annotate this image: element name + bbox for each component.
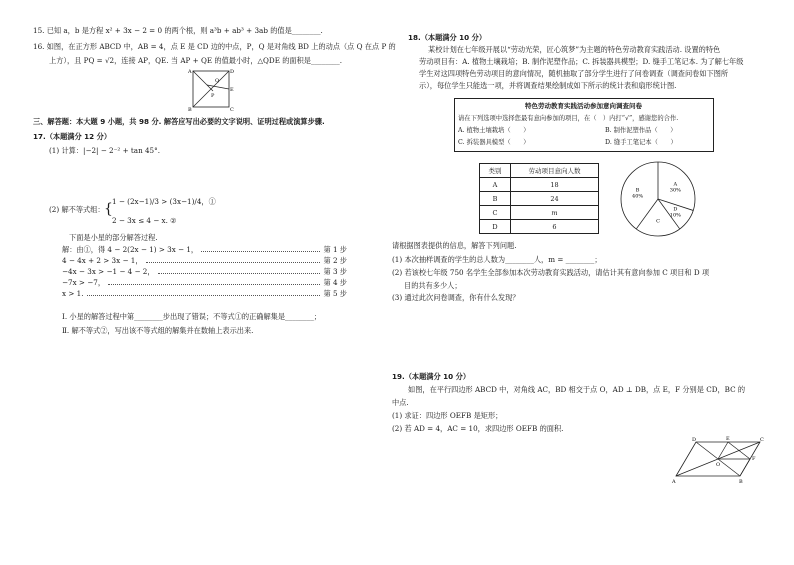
question-15: 15. 已知 a，b 是方程 x² + 3x − 2 = 0 的两个根，则 a³b + ab³ + 3ab 的值是________. <box>33 26 323 35</box>
step-row: x > 1. 第 5 步 <box>62 289 347 298</box>
q18-para-line1: 某校计划在七年级开展以“劳动光荣，匠心筑梦”为主题的特色劳动教育实践活动. 设置的特色 <box>428 45 721 54</box>
survey-intro: 请在下列选项中选择您最有意向参加的项目，在（ ）内打“√”，感谢您的合作. <box>458 115 679 122</box>
q18-para-line3: 学生对这四项特色劳动项目的意向情况，随机抽取了部分学生进行了问卷调查（调查问卷如下图所 <box>419 69 729 78</box>
pie-label-A: 30% <box>669 187 681 194</box>
question-16-line1: 16. 如图，在正方形 ABCD 中，AB = 4，点 E 是 CD 边的中点，P，Q 是对角线 BD 上的动点（点 Q 在点 P 的 <box>33 42 396 51</box>
table-row: D 6 <box>480 220 599 234</box>
q18-part2-line1: (2) 若该校七年级 750 名学生全部参加本次劳动教育实践活动，请估计其有意向参加 C 项目和 D 项 <box>392 268 710 277</box>
step-row: −7x > −7， 第 4 步 <box>62 278 347 287</box>
pie-label-B: B <box>635 187 640 194</box>
question-17-I: Ⅰ. 小星的解答过程中第________步出现了错误；不等式①的正确解集是________； <box>62 312 321 321</box>
question-18-title: 18.（本题满分 10 分） <box>408 33 487 42</box>
label-e: E <box>230 87 234 93</box>
step-row: 解：由①，得 4 − 2(2x − 1) > 3x − 1， 第 1 步 <box>62 245 347 254</box>
pie-chart <box>618 159 698 239</box>
label-d: D <box>692 437 697 443</box>
pie-label-D: 10% <box>669 212 681 219</box>
label-a: A <box>672 479 676 484</box>
q18-part2-line2: 目的共有多少人； <box>404 281 462 290</box>
section-3-heading: 三、解答题：本大题 9 小题，共 98 分. 解答应写出必要的文字说明、证明过程或演算步骤. <box>33 117 325 126</box>
q19-part2: (2) 若 AD = 4，AC = 10，求四边形 OEFB 的面积. <box>392 424 564 433</box>
table-header-cell: 类别 <box>480 164 511 178</box>
q18-para-line2: 劳动项目有：A. 植物土壤栽培；B. 制作泥塑作品；C. 拆装器具模型；D. 缝手工笔记本. 为了解七年级 <box>419 57 744 66</box>
label-q: Q <box>215 78 220 84</box>
inequality-1: 1 − (2x−1)/3 > (3x−1)/4，① <box>112 197 216 206</box>
question-16-line2: 上方），且 PQ = √2，连接 AP，QE. 当 AP + QE 的值最小时，△QDE 的面积是________. <box>49 56 343 65</box>
survey-option-d: D. 缝手工笔记本（ ） <box>605 139 677 146</box>
question-17-title: 17.（本题满分 12 分） <box>33 132 112 141</box>
survey-option-a: A. 植物土壤栽培（ ） <box>458 127 530 134</box>
label-d: D <box>230 69 235 75</box>
label-f: F <box>752 456 756 462</box>
question-17-II: Ⅱ. 解不等式②，写出该不等式组的解集并在数轴上表示出来. <box>62 326 254 335</box>
table-row: A 18 <box>480 178 599 192</box>
stats-table <box>479 163 599 234</box>
pie-label-B: 40% <box>632 193 644 200</box>
q19-para-line2: 中点. <box>392 398 409 407</box>
square-abcd-figure <box>183 67 239 113</box>
question-19-title: 19.（本题满分 10 分） <box>392 372 471 381</box>
table-row: B 24 <box>480 192 599 206</box>
label-c: C <box>760 437 764 443</box>
label-p: P <box>211 93 215 99</box>
question-17-part2-prefix: (2) 解不等式组： <box>49 205 105 214</box>
solution-steps <box>62 244 347 299</box>
question-17-part1: (1) 计算：|−2| − 2⁻² + tan 45°. <box>49 146 161 155</box>
inequality-2: 2 − 3x ≤ 4 − x. ② <box>112 216 177 225</box>
q19-para-line1: 如图，在平行四边形 ABCD 中，对角线 AC，BD 相交于点 O，AD ⊥ DB，点 E，F 分别是 CD，BC 的 <box>408 385 746 394</box>
solution-intro: 下面是小星的部分解答过程. <box>69 233 158 242</box>
label-o: O <box>716 462 721 468</box>
q18-para-line4: 示），每位学生只能选一项，并将调查结果绘制成如下所示的统计表和扇形统计图. <box>419 81 677 90</box>
pie-label-C: C <box>656 218 660 225</box>
q19-part1: (1) 求证：四边形 OEFB 是矩形； <box>392 411 503 420</box>
brace: { <box>104 201 113 217</box>
label-e: E <box>726 436 730 442</box>
step-row: 4 − 4x + 2 > 3x − 1， 第 2 步 <box>62 256 347 265</box>
label-c: C <box>230 107 234 113</box>
survey-title: 特色劳动教育实践活动参加意向调查问卷 <box>525 102 642 110</box>
label-a: A <box>188 69 192 75</box>
pie-label-A: A <box>673 181 678 188</box>
survey-box <box>454 98 714 152</box>
survey-option-c: C. 拆装器具模型（ ） <box>458 139 530 146</box>
table-header-row <box>480 164 599 178</box>
table-header-cell: 劳动项目意向人数 <box>511 164 599 178</box>
step-row: −4x − 3x > −1 − 4 − 2， 第 3 步 <box>62 267 347 276</box>
label-b: B <box>188 107 192 113</box>
parallelogram-abcd-figure <box>668 432 768 484</box>
label-b: B <box>739 479 743 484</box>
q18-ask: 请根据图表提供的信息，解答下列问题. <box>392 241 517 250</box>
q18-part1: (1) 本次抽样调查的学生的总人数为________人，m = ________； <box>392 255 602 264</box>
survey-option-b: B. 制作泥塑作品（ ） <box>605 127 677 134</box>
table-row: C m <box>480 206 599 220</box>
pie-label-D: D <box>673 206 678 213</box>
q18-part3: (3) 通过此次问卷调查，你有什么发现？ <box>392 293 520 302</box>
